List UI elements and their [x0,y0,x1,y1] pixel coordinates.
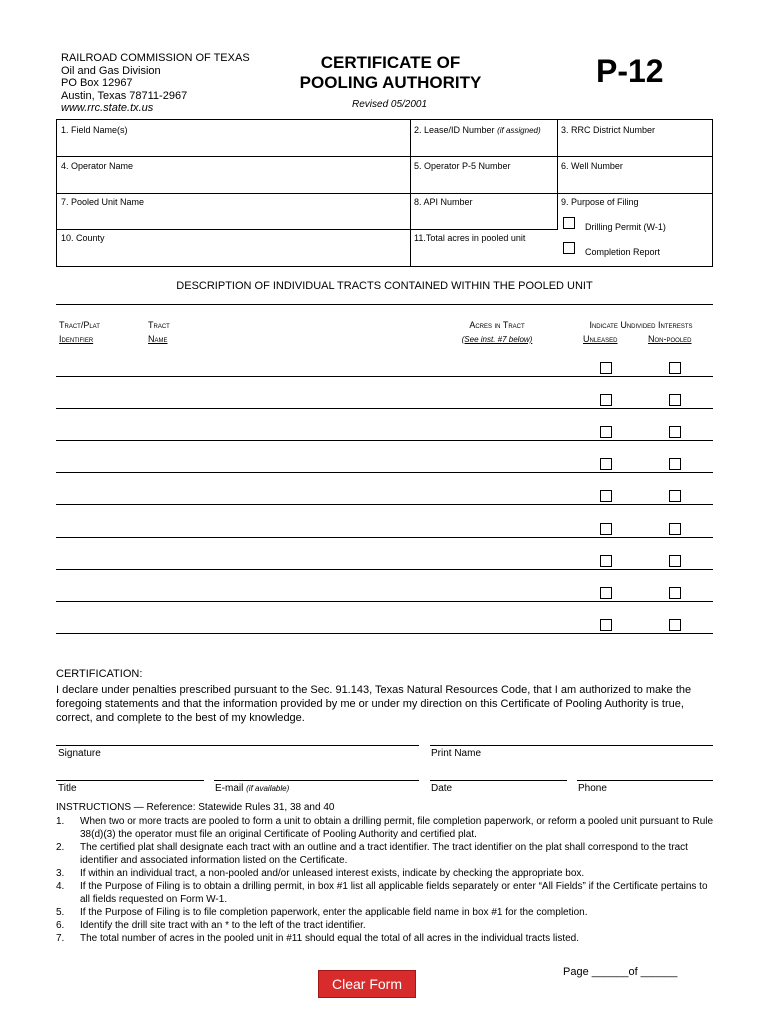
tract-row-line[interactable] [56,440,713,441]
drilling-permit-label: Drilling Permit (W-1) [585,222,666,232]
agency-line: RAILROAD COMMISSION OF TEXAS [61,52,250,64]
tract-row-line[interactable] [56,633,713,634]
instruction-item: 6. Identify the drill site tract with an * to the left of the tract identifier. [56,920,366,931]
print-name-line[interactable] [430,745,713,746]
title-label: Title [58,783,77,794]
pooled-unit-name-field[interactable]: 7. Pooled Unit Name [61,197,145,207]
nonpooled-checkbox[interactable] [669,490,681,502]
form-title-line1: CERTIFICATE OF [320,53,461,72]
instruction-item: 7. The total number of acres in the pooled unit in #11 should equal the total of all acres in the individual tracts listed. [56,933,580,944]
instruction-item: 4. If the Purpose of Filing is to obtain a drilling permit, in box #1 list all applicable fields separately or enter “All Fields” if the Certificate pertains to all fields requested on Form W-1. [56,881,708,905]
rrc-district-field[interactable]: 3. RRC District Number [561,125,656,135]
unleased-checkbox[interactable] [600,490,612,502]
nonpooled-checkbox[interactable] [669,426,681,438]
col-tract-plat: Tract/Plat Identifier [59,320,100,344]
agency-line: Oil and Gas Division [61,64,161,77]
county-field[interactable]: 10. County [61,233,105,243]
unleased-checkbox[interactable] [600,394,612,406]
fields-grid [56,119,713,267]
nonpooled-checkbox[interactable] [669,587,681,599]
grid-divider [57,193,712,194]
unleased-checkbox[interactable] [600,555,612,567]
instruction-item: 1. When two or more tracts are pooled to form a unit to obtain a drilling permit, file completion paperwork, or reform a pooled unit pursuant to Rule 38(d)(3) the operator must file an original Certificate of Pooling Authority and certified plat. [56,816,714,840]
section-rule [56,304,713,305]
certification-text: I declare under penalties prescribed pursuant to the Sec. 91.143, Texas Natural Resources Code, that I am authorized to make the foregoing statements and that the information provided by me or under my direction on this Certificate of Pooling Authority is true, correct, and complete to the best of my knowledge. [56,684,692,724]
unleased-checkbox[interactable] [600,362,612,374]
instruction-item: 3. If within an individual tract, a non-pooled and/or unleased interest exists, indicate by checking the appropriate box. [56,868,585,879]
col-indicate-interests: Indicate Undivided Interests [589,320,693,330]
instructions-heading: INSTRUCTIONS — Reference: Statewide Rules 31, 38 and 40 [56,802,335,813]
tract-row-line[interactable] [56,504,713,505]
agency-line: PO Box 12967 [61,77,133,89]
unleased-checkbox[interactable] [600,458,612,470]
col-nonpooled: Non-pooled [648,334,692,344]
unleased-checkbox[interactable] [600,426,612,438]
nonpooled-checkbox[interactable] [669,394,681,406]
tract-row-line[interactable] [56,472,713,473]
total-acres-field[interactable]: 11.Total acres in pooled unit [414,233,526,243]
nonpooled-checkbox[interactable] [669,523,681,535]
form-title [293,53,488,93]
field-names-field[interactable]: 1. Field Name(s) [61,125,128,135]
unleased-checkbox[interactable] [600,619,612,631]
tract-row-line[interactable] [56,408,713,409]
revision-date: Revised 05/2001 [352,99,428,110]
signature-label: Signature [58,748,101,759]
tract-row-line[interactable] [56,601,713,602]
instructions-list [56,815,716,945]
form-title-line2: POOLING AUTHORITY [299,73,482,92]
completion-report-label: Completion Report [585,247,661,257]
email-label: E-mail (if available) [215,783,290,794]
title-line[interactable] [56,780,204,781]
nonpooled-checkbox[interactable] [669,458,681,470]
grid-divider [57,229,557,230]
col-unleased: Unleased [583,334,618,344]
drilling-permit-checkbox[interactable] [563,217,575,229]
grid-divider [557,120,558,230]
date-label: Date [431,783,453,794]
completion-report-checkbox[interactable] [563,242,575,254]
agency-address [61,52,250,115]
email-line[interactable] [214,780,419,781]
instruction-item: 5. If the Purpose of Filing is to file completion paperwork, enter the applicable field name in box #1 for the completion. [56,907,588,918]
unleased-checkbox[interactable] [600,523,612,535]
nonpooled-checkbox[interactable] [669,619,681,631]
purpose-label: 9. Purpose of Filing [561,197,639,207]
print-name-label: Print Name [431,748,482,759]
agency-line: Austin, Texas 78711-2967 [61,89,188,102]
instruction-item: 2. The certified plat shall designate each tract with an outline and a tract identifier. The tract identifier on the plat shall correspond to the tract identifier and associated information listed on the Certificate. [56,842,688,866]
unleased-checkbox[interactable] [600,587,612,599]
signature-line[interactable] [56,745,419,746]
clear-form-button[interactable]: Clear Form [318,970,416,998]
tract-row-line[interactable] [56,376,713,377]
col-acres: Acres in Tract (See inst. #7 below) [461,320,533,344]
operator-name-field[interactable]: 4. Operator Name [61,161,134,171]
operator-p5-field[interactable]: 5. Operator P-5 Number [414,161,511,171]
agency-website: www.rrc.state.tx.us [61,102,154,114]
form-number: P-12 [596,53,664,89]
nonpooled-checkbox[interactable] [669,555,681,567]
phone-label: Phone [578,783,607,794]
page-number: Page ______of ______ [563,966,678,978]
date-line[interactable] [430,780,567,781]
tract-row-line[interactable] [56,537,713,538]
col-tract-name: Tract Name [148,320,170,344]
api-number-field[interactable]: 8. API Number [414,197,473,207]
nonpooled-checkbox[interactable] [669,362,681,374]
grid-divider [57,156,712,157]
phone-line[interactable] [577,780,713,781]
well-number-field[interactable]: 6. Well Number [561,161,623,171]
tract-row-line[interactable] [56,569,713,570]
lease-id-field[interactable]: 2. Lease/ID Number (if assigned) [414,125,541,135]
certification-heading: CERTIFICATION: [56,668,143,680]
tracts-section-title: DESCRIPTION OF INDIVIDUAL TRACTS CONTAINED WITHIN THE POOLED UNIT [176,280,593,292]
